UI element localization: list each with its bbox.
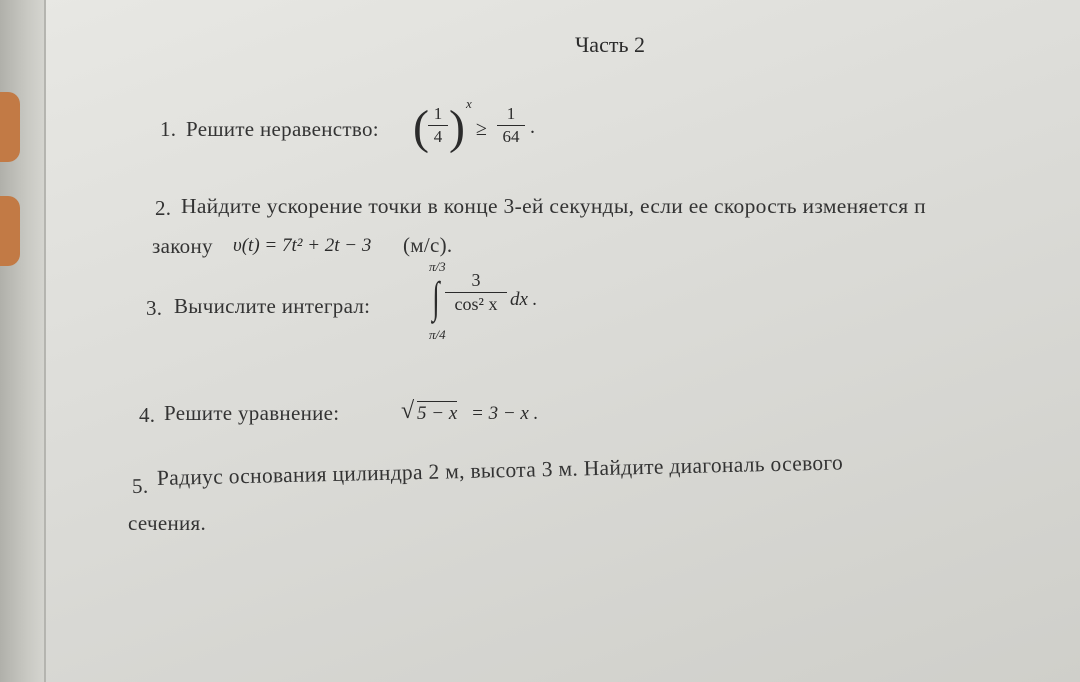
fraction-bar bbox=[428, 125, 448, 126]
right-paren: ) bbox=[449, 101, 465, 154]
differential: dx . bbox=[510, 289, 538, 310]
binder-hole bbox=[0, 92, 20, 162]
problem-number: 4. bbox=[139, 403, 156, 427]
page-title: Часть 2 bbox=[575, 32, 645, 57]
rhs-denominator: 64 bbox=[502, 127, 520, 146]
integrand-denominator: cos² x bbox=[454, 294, 498, 314]
integrand-numerator: 3 bbox=[471, 270, 481, 290]
problem-text-cont: закону bbox=[152, 234, 213, 258]
problem-text: Вычислите интеграл: bbox=[174, 294, 371, 318]
exponent: x bbox=[466, 96, 472, 111]
sqrt-sign: √ bbox=[401, 398, 415, 424]
integrand-fraction bbox=[445, 270, 507, 315]
problem-text: Решите неравенство: bbox=[186, 117, 379, 141]
velocity-formula: υ(t) = 7t² + 2t − 3 bbox=[233, 235, 372, 256]
base-fraction bbox=[428, 104, 448, 147]
problem-text: Найдите ускорение точки в конце 3-ей секунды, если ее скорость изменяется п bbox=[181, 194, 926, 218]
base-denominator: 4 bbox=[433, 127, 443, 146]
fraction-bar bbox=[445, 292, 507, 293]
problem-number: 5. bbox=[131, 473, 149, 498]
upper-limit: π/3 bbox=[429, 259, 446, 274]
lower-limit: π/4 bbox=[429, 327, 446, 342]
problem-number: 3. bbox=[146, 296, 163, 320]
period: . bbox=[530, 116, 535, 138]
binder-hole bbox=[0, 196, 20, 266]
problem-text: Решите уравнение: bbox=[164, 401, 340, 425]
rhs-fraction bbox=[497, 104, 525, 147]
left-paren: ( bbox=[413, 101, 429, 154]
problem-text-cont: сечения. bbox=[128, 511, 207, 535]
base-numerator: 1 bbox=[433, 104, 443, 123]
equation-rhs: = 3 − x . bbox=[471, 403, 539, 424]
problem-text: Радиус основания цилиндра 2 м, высота 3 м. Найдите диагональ осевого bbox=[156, 450, 844, 490]
problem-number: 1. bbox=[160, 117, 177, 141]
relation-sign: ≥ bbox=[476, 118, 487, 140]
problem-number: 2. bbox=[155, 196, 172, 220]
fraction-bar bbox=[497, 125, 525, 126]
integral-sign: ∫ bbox=[432, 273, 440, 322]
rhs-numerator: 1 bbox=[506, 104, 516, 123]
radicand: 5 − x bbox=[417, 403, 458, 424]
margin-fold bbox=[44, 0, 46, 682]
units: (м/с). bbox=[403, 233, 453, 257]
